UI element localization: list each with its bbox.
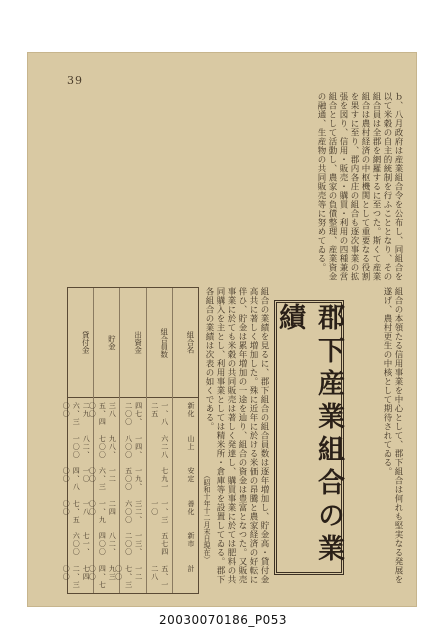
table-header: 組合名: [173, 288, 198, 398]
table-cell: 山上: [187, 434, 195, 451]
table-column: [146, 288, 172, 593]
table-cell: 新市: [187, 532, 195, 548]
table-cell: 七四二、三〇〇: [62, 564, 91, 589]
table-cell: 九三四、七〇〇: [88, 564, 117, 589]
table-cell: 三二、六〇〇: [124, 499, 143, 524]
table-cell: 新化: [187, 402, 195, 418]
table-cell: 七九一: [160, 467, 169, 491]
table-cell: 一二六、三〇〇: [88, 467, 117, 491]
table-cell: 一、三一〇: [150, 499, 169, 524]
table-cell: 一〇四、八〇〇: [62, 467, 91, 491]
statistics-table: [62, 287, 199, 594]
body-text-right: 組合の本領たる信用事業を中心として、郡下組合は何れも堅実なる発展を遂げ、農村更生の中核として期待されてゐる。: [382, 287, 403, 584]
document-page: [27, 52, 417, 607]
table-column: [114, 288, 145, 593]
table-column: [88, 288, 119, 593]
table-cell: 二九六、三〇〇: [62, 402, 91, 426]
table-cell: 八二、四〇〇: [98, 532, 117, 556]
image-caption: 20030070186_P053: [158, 613, 288, 627]
table-cell: 一八七、五〇〇: [62, 499, 91, 524]
body-text-top: ｂ、八月政府は産業組合令を公布し、同組合を以て米穀の自主的統制を行ふこととなり、その組合員は全郡を網羅するに至つた。斯くて産業組合は農村経済の中枢機関として重要なる役割を果すに至り、郡内各庄の組合も逐次事業の拡張を図り、信用・販売・購買・利用の四種兼営組合として活動し、農家の負債整理、産業資金の融通、生産物の共同販売等に努めてゐる。: [316, 92, 403, 281]
table-cell: 一三、二〇〇: [124, 532, 143, 556]
page-number: 39: [67, 74, 83, 87]
table-header: 貯金: [94, 288, 119, 398]
table-column: [62, 288, 93, 593]
table-cell: 七一、六〇〇: [72, 532, 91, 556]
article-title-box: [274, 300, 344, 575]
table-cell: 一四、八〇〇: [124, 434, 143, 459]
table-note: （昭和十年十二月末日現在）: [203, 472, 211, 563]
table-cell: 三八五、四〇〇: [88, 402, 117, 426]
table-header: 貸付金: [68, 288, 93, 398]
article-title: 郡下産業組合の業績: [274, 303, 344, 567]
table-cell: 一二七、三〇〇: [114, 564, 143, 589]
table-cell: 二四一、九〇〇: [88, 499, 117, 524]
table-cell: 八二、一〇〇: [72, 434, 91, 459]
table-column: [172, 288, 198, 593]
table-cell: 五、一二八: [150, 564, 169, 589]
table-cell: 九八、七〇〇: [98, 434, 117, 459]
body-text-bottom: 組合の業績を見るに、郡下組合の組合員数は逐年増加し、貯金高・貸付金高共に著しく増加した。殊に近年に於ける米価の昂騰と農家経済の好転に伴ひ、貯金は累年増加の一途を辿り、組合の資金は豊富となつた。又販売事業に於ても米穀の共同販売は著しく発達し、購買事業に於ては肥料の共同購入を主とし、利用事業としては精米所・倉庫等を設置してゐる。郡下各組合の業績は次表の如くである。: [204, 287, 269, 584]
table-header: 組合員数: [147, 288, 172, 398]
table-cell: 安定: [187, 467, 195, 483]
table-cell: 六二八: [160, 434, 169, 459]
table-cell: 一九、五〇〇: [124, 467, 143, 491]
table-cell: 善化: [187, 499, 195, 516]
table-cell: 一、八二五: [150, 402, 169, 426]
table-cell: 四七、二〇〇: [124, 402, 143, 426]
table-cell: 五七四: [160, 532, 169, 556]
table-header: 出資金: [120, 288, 145, 398]
table-cell: 計: [187, 564, 195, 573]
